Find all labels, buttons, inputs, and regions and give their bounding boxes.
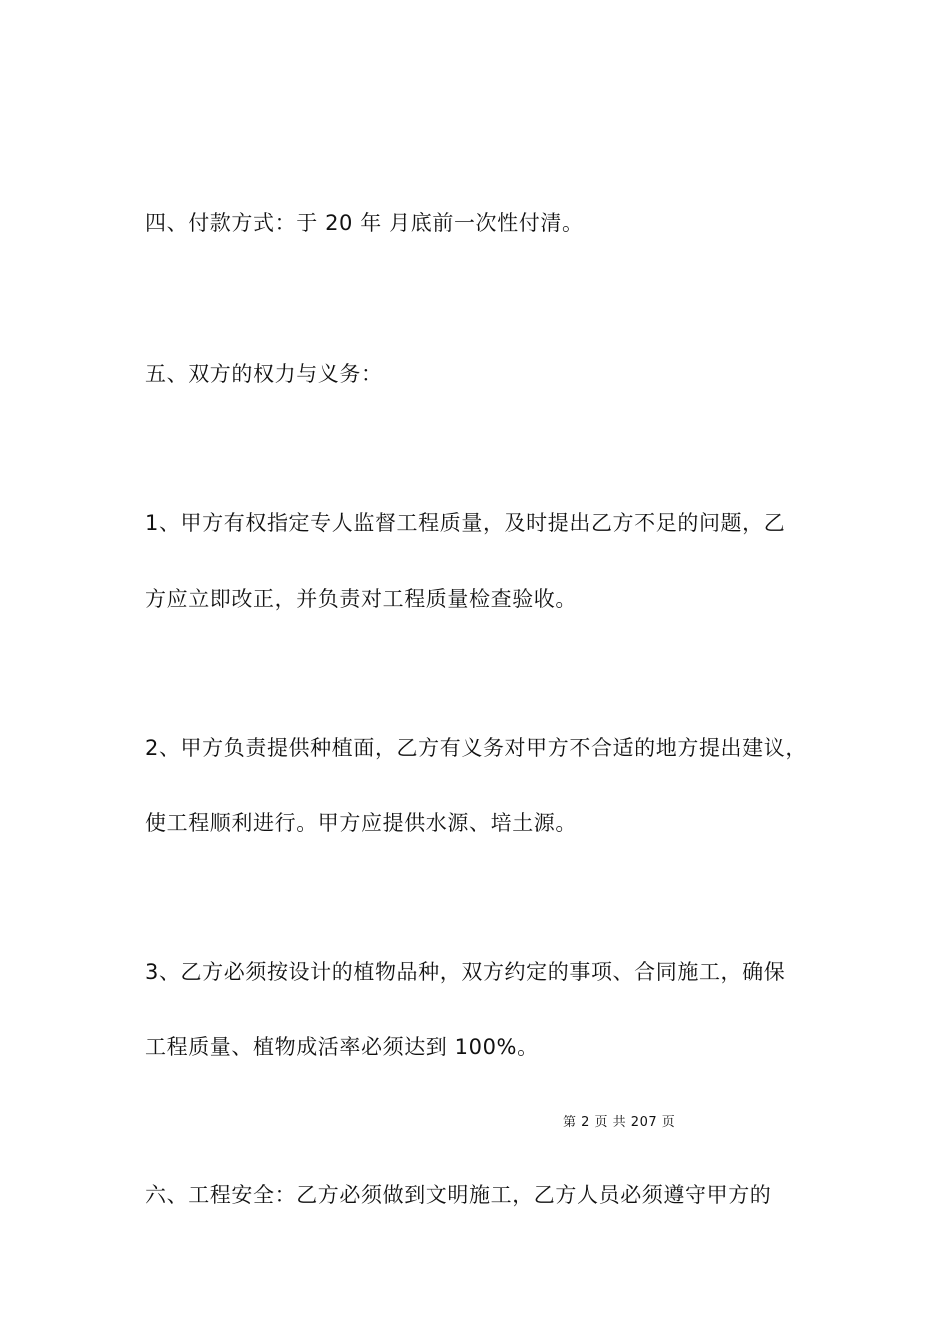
clause-2-line-2: 使工程顺利进行。甲方应提供水源、培土源。 xyxy=(145,811,577,835)
clause-2-line-1: 2、甲方负责提供种植面，乙方有义务对甲方不合适的地方提出建议， xyxy=(145,736,807,760)
section-6-line-1: 六、工程安全：乙方必须做到文明施工，乙方人员必须遵守甲方的 xyxy=(145,1183,772,1207)
clause-3-line-1: 3、乙方必须按设计的植物品种，双方约定的事项、合同施工，确保 xyxy=(145,960,786,984)
clause-3-line-2: 工程质量、植物成活率必须达到 100%。 xyxy=(145,1035,539,1059)
section-5-heading: 五、双方的权力与义务： xyxy=(145,362,383,386)
section-4-payment-method: 四、付款方式：于 20 年 月底前一次性付清。 xyxy=(145,211,584,235)
clause-1-line-1: 1、甲方有权指定专人监督工程质量，及时提出乙方不足的问题，乙 xyxy=(145,511,786,535)
page-number-footer: 第 2 页 共 207 页 xyxy=(563,1115,676,1130)
clause-1-line-2: 方应立即改正，并负责对工程质量检查验收。 xyxy=(145,587,577,611)
